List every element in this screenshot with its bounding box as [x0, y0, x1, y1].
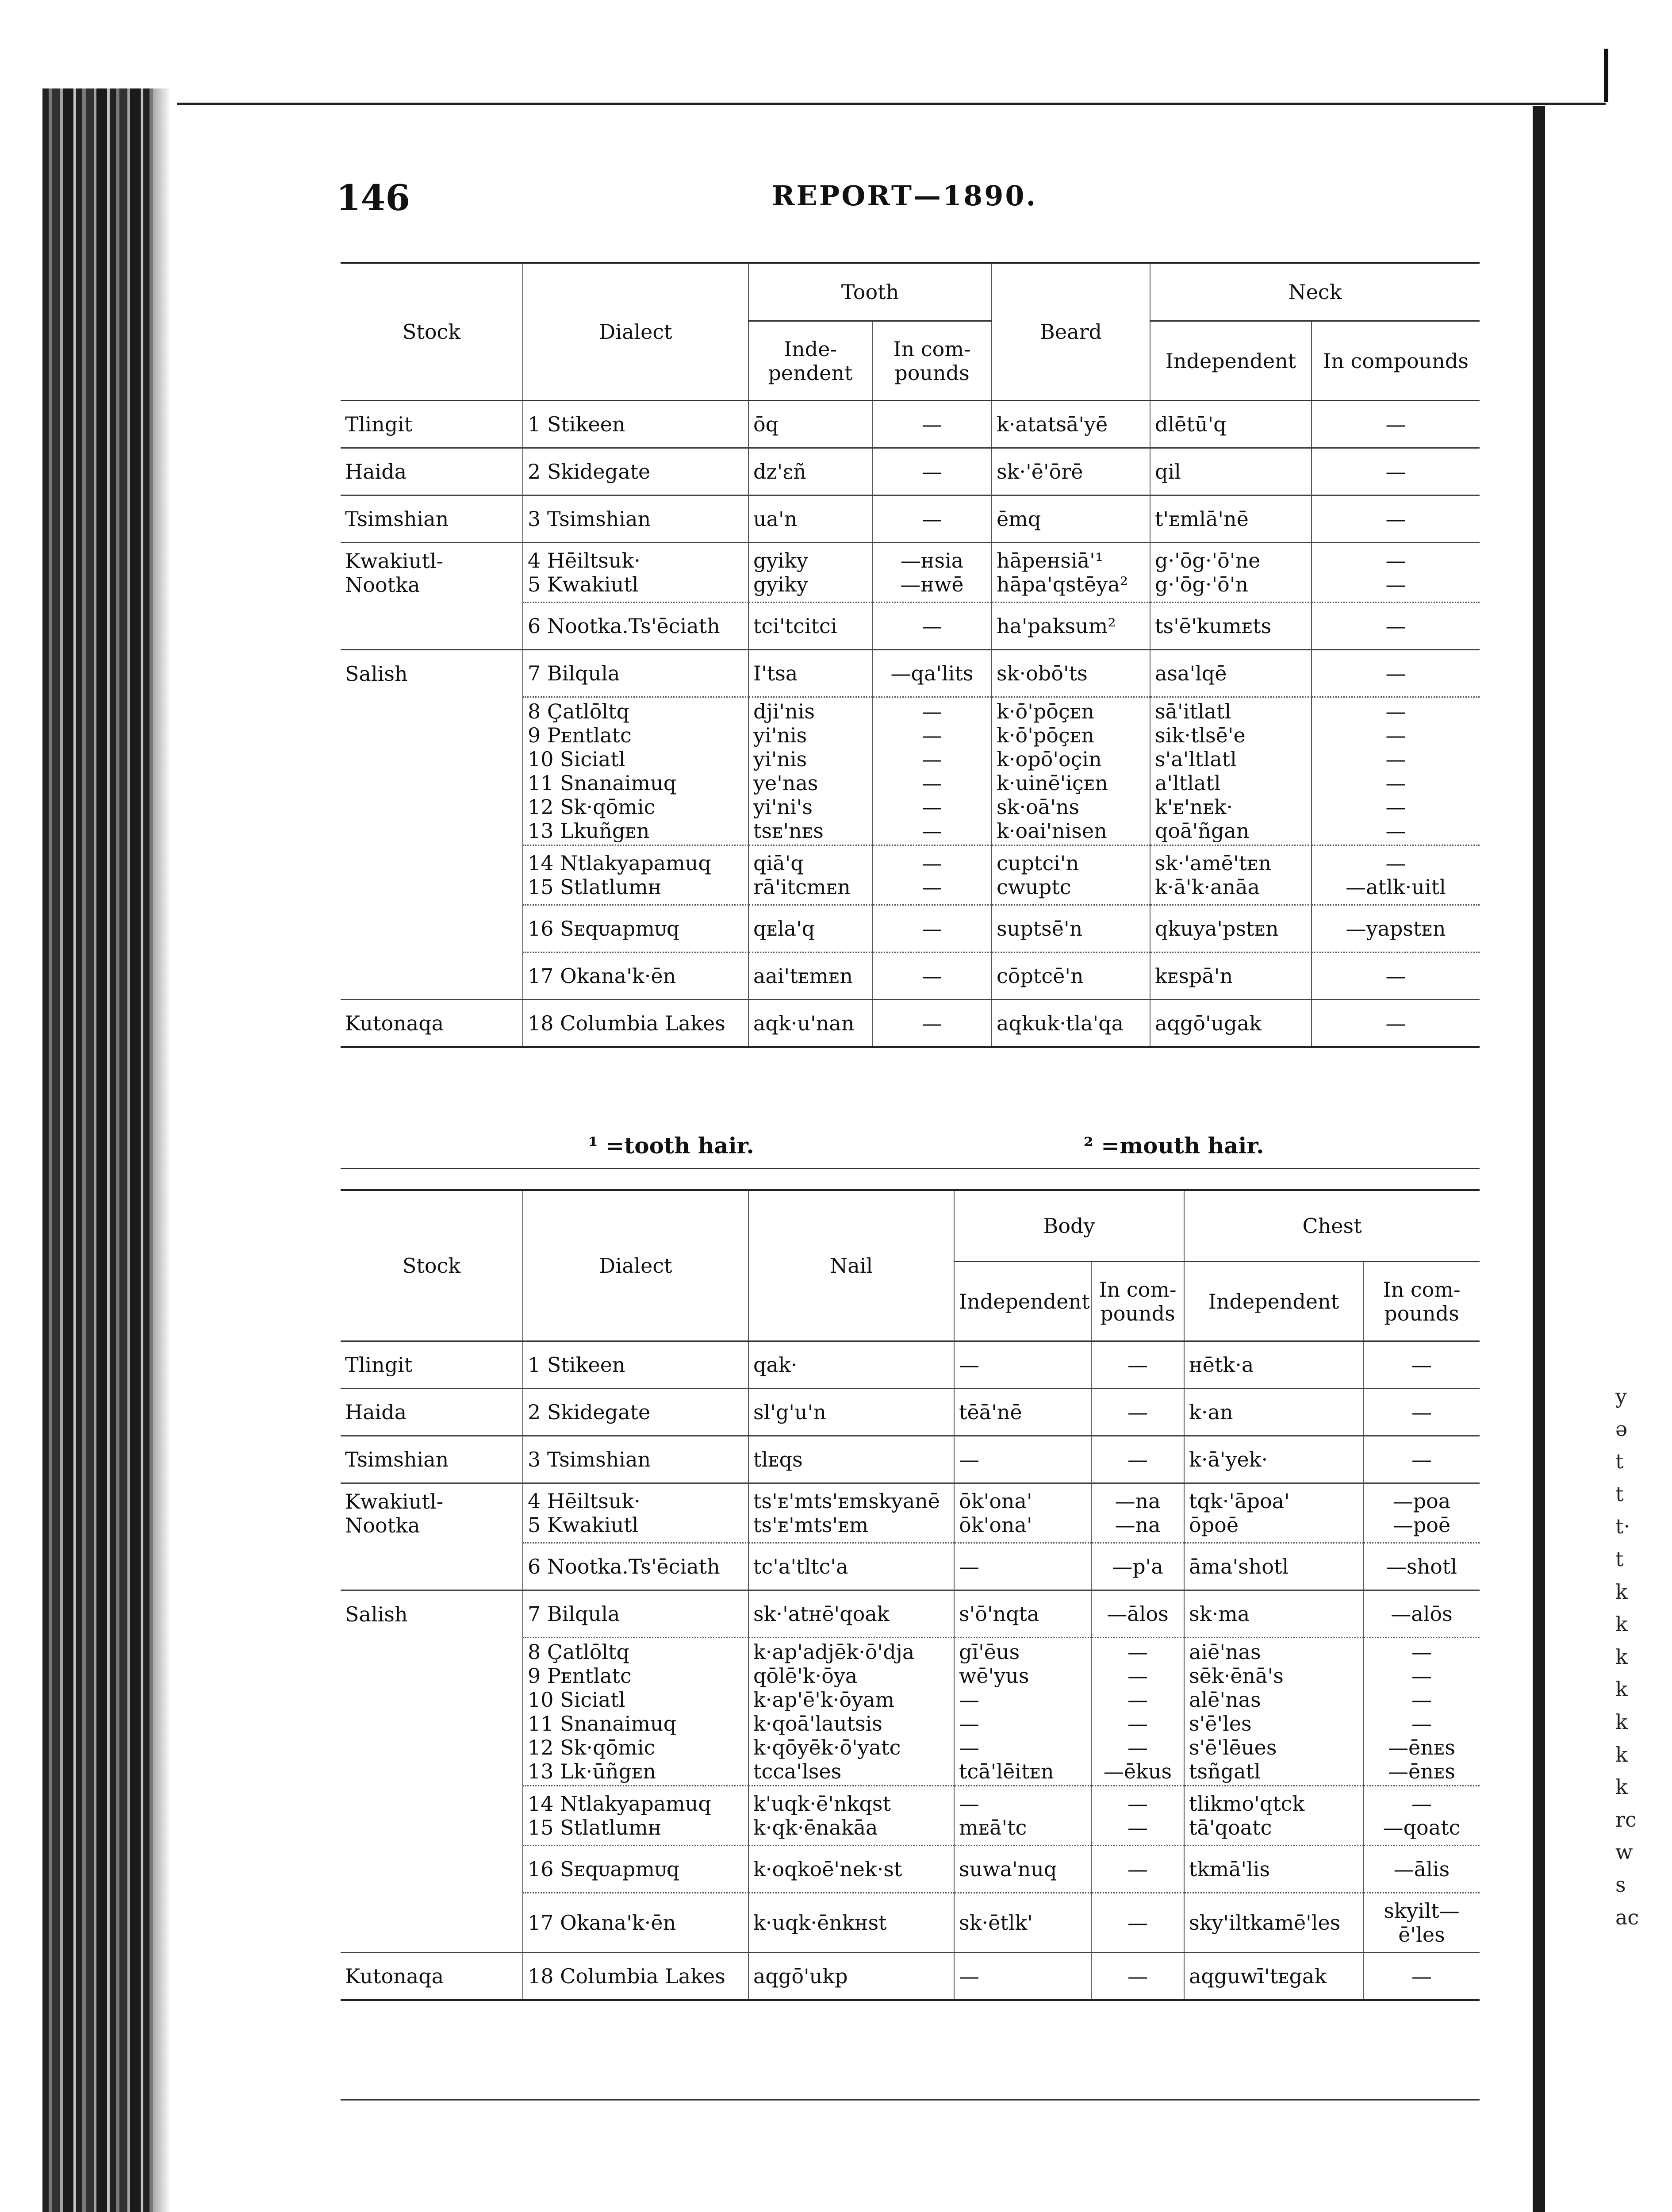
tooth-independent-cell: ua'n: [748, 495, 872, 543]
nail-cell: sk·'atʜē'qoak: [748, 1590, 954, 1638]
body-independent-cell: s'ō'nqta: [954, 1590, 1091, 1638]
edge-fragment: t: [1615, 1482, 1624, 1506]
body-independent-cell: —: [954, 1543, 1091, 1590]
tooth-compounds-cell: —: [872, 495, 992, 543]
neck-independent-cell: sā'itlatl sik·tlsē'e s'a'ltlatl a'ltlatl k'ᴇ'nᴇk· qoā'ñgan: [1150, 697, 1312, 845]
stock-cell: [341, 1786, 523, 1846]
chest-compounds-cell: —shotl: [1363, 1543, 1480, 1590]
table-row: [341, 1436, 1480, 1483]
beard-cell: cōptcē'n: [992, 952, 1150, 1000]
tooth-compounds-cell: —qa'lits: [872, 650, 992, 697]
nail-cell: tc'a'tltc'a: [748, 1543, 954, 1590]
tooth-compounds-cell: — —: [872, 845, 992, 905]
beard-cell: k·ō'pōçᴇn k·ō'pōçᴇn k·opō'oçin k·uinē'içᴇn sk·oā'ns k·oai'nisen: [992, 697, 1150, 845]
stock-cell: [341, 1846, 523, 1893]
dialect-cell: 6 Nootka.Ts'ēciath: [523, 1543, 748, 1590]
body-compounds-cell: —: [1091, 1389, 1184, 1436]
table-row: [341, 495, 1480, 543]
neck-independent-cell: dlētū'q: [1150, 401, 1312, 448]
dialect-cell: 4 Hēiltsuk· 5 Kwakiutl: [523, 1483, 748, 1543]
header-stock: Stock: [341, 263, 523, 401]
neck-compounds-cell: —yapstᴇn: [1312, 905, 1480, 952]
stock-cell: Tlingit: [341, 401, 523, 448]
edge-fragment: ə: [1615, 1417, 1628, 1441]
edge-fragment: k: [1615, 1644, 1628, 1669]
dialect-cell: 4 Hēiltsuk· 5 Kwakiutl: [523, 543, 748, 603]
body-compounds-cell: —: [1091, 1436, 1184, 1483]
dialect-cell: 2 Skidegate: [523, 448, 748, 495]
dialect-cell: 3 Tsimshian: [523, 495, 748, 543]
neck-compounds-cell: —: [1312, 952, 1480, 1000]
beard-cell: k·atatsā'yē: [992, 401, 1150, 448]
beard-cell: suptsē'n: [992, 905, 1150, 952]
nail-cell: sl'g'u'n: [748, 1389, 954, 1436]
chest-compounds-cell: —: [1363, 1953, 1480, 2001]
neck-compounds-cell: — —atlk·uitl: [1312, 845, 1480, 905]
table-row: [341, 952, 1480, 1000]
neck-independent-cell: qil: [1150, 448, 1312, 495]
nail-cell: k'uqk·ē'nkqst k·qk·ēnakāa: [748, 1786, 954, 1846]
beard-cell: ha'paksum²: [992, 603, 1150, 650]
dialect-cell: 8 Çatlōltq 9 Pᴇntlatc 10 Siciatl 11 Snanaimuq 12 Sk·qōmic 13 Lkuñgᴇn: [523, 697, 748, 845]
dialect-cell: 16 Sᴇqᴜapmᴜq: [523, 1846, 748, 1893]
table-row: [341, 1590, 1480, 1638]
dialect-cell: 6 Nootka.Ts'ēciath: [523, 603, 748, 650]
table-row: [341, 650, 1480, 697]
stock-cell: Kutonaqa: [341, 1000, 523, 1048]
chest-compounds-cell: —alōs: [1363, 1590, 1480, 1638]
neck-independent-cell: asa'lqē: [1150, 650, 1312, 697]
chest-independent-cell: k·an: [1184, 1389, 1363, 1436]
header-tooth-independent: Inde- pendent: [748, 321, 872, 401]
table-row: [341, 905, 1480, 952]
tooth-independent-cell: gyiky gyiky: [748, 543, 872, 603]
chest-compounds-cell: — — — — —ēnᴇs —ēnᴇs: [1363, 1638, 1480, 1786]
scan-binding-shadow: [42, 88, 153, 2212]
corner-mark: [1604, 49, 1608, 102]
edge-fragment: k: [1615, 1709, 1628, 1734]
tooth-independent-cell: qᴇla'q: [748, 905, 872, 952]
tooth-compounds-cell: —: [872, 952, 992, 1000]
body-compounds-cell: — — — — — —ēkus: [1091, 1638, 1184, 1786]
chest-independent-cell: tqk·'āpoa' ōpoē: [1184, 1483, 1363, 1543]
tooth-independent-cell: aqk·u'nan: [748, 1000, 872, 1048]
dialect-cell: 14 Ntlakyapamuq 15 Stlatlumʜ: [523, 845, 748, 905]
header-body-compounds: In com- pounds: [1091, 1262, 1184, 1341]
footnote-1: ¹ =tooth hair.: [588, 1133, 754, 1159]
table-row: [341, 1638, 1480, 1786]
nail-cell: ts'ᴇ'mts'ᴇmskyanē ts'ᴇ'mts'ᴇm: [748, 1483, 954, 1543]
scan-gutter-shadow: [1533, 106, 1545, 2212]
nail-cell: aqgō'ukp: [748, 1953, 954, 2001]
stock-cell: [341, 845, 523, 905]
header-nail: Nail: [748, 1190, 954, 1341]
table-row: [341, 1953, 1480, 2001]
tooth-compounds-cell: — — — — — —: [872, 697, 992, 845]
header-neck-compounds: In compounds: [1312, 321, 1480, 401]
header-beard: Beard: [992, 263, 1150, 401]
stock-cell: Kwakiutl- Nootka: [341, 543, 523, 603]
beard-cell: aqkuk·tla'qa: [992, 1000, 1150, 1048]
tooth-independent-cell: ōq: [748, 401, 872, 448]
running-head: REPORT—1890.: [772, 180, 1038, 212]
scan-binding-fade: [153, 88, 171, 2212]
table-row: [341, 543, 1480, 603]
dialect-cell: 1 Stikeen: [523, 1341, 748, 1389]
nail-cell: k·oqkoē'nek·st: [748, 1846, 954, 1893]
tooth-independent-cell: aai'tᴇmᴇn: [748, 952, 872, 1000]
body-compounds-cell: — —: [1091, 1786, 1184, 1846]
chest-compounds-cell: —: [1363, 1389, 1480, 1436]
nail-cell: k·uqk·ēnkʜst: [748, 1893, 954, 1953]
stock-cell: Tsimshian: [341, 495, 523, 543]
body-independent-cell: ōk'ona' ōk'ona': [954, 1483, 1091, 1543]
edge-fragment: t: [1615, 1547, 1624, 1571]
header-neck: Neck: [1150, 263, 1480, 321]
edge-fragment: w: [1615, 1840, 1633, 1864]
edge-fragment: t·: [1615, 1514, 1630, 1539]
beard-cell: sk·obō'ts: [992, 650, 1150, 697]
body-compounds-cell: —: [1091, 1341, 1184, 1389]
tooth-independent-cell: qiā'q rā'itcmᴇn: [748, 845, 872, 905]
body-compounds-cell: —ālos: [1091, 1590, 1184, 1638]
tooth-independent-cell: dji'nis yi'nis yi'nis ye'nas yi'ni's tsᴇ'nᴇs: [748, 697, 872, 845]
table-row: [341, 1000, 1480, 1048]
chest-independent-cell: k·ā'yek·: [1184, 1436, 1363, 1483]
chest-independent-cell: tkmā'lis: [1184, 1846, 1363, 1893]
tooth-compounds-cell: —: [872, 905, 992, 952]
dialect-cell: 18 Columbia Lakes: [523, 1000, 748, 1048]
chest-compounds-cell: — —qoatc: [1363, 1786, 1480, 1846]
neck-independent-cell: qkuya'pstᴇn: [1150, 905, 1312, 952]
chest-independent-cell: tlikmo'qtck tā'qoatc: [1184, 1786, 1363, 1846]
header-chest-compounds: In com- pounds: [1363, 1262, 1480, 1341]
header-chest: Chest: [1184, 1190, 1480, 1262]
edge-fragment: ac: [1615, 1905, 1639, 1929]
chest-independent-cell: āma'shotl: [1184, 1543, 1363, 1590]
dialect-cell: 18 Columbia Lakes: [523, 1953, 748, 2001]
neck-compounds-cell: — —: [1312, 543, 1480, 603]
header-body: Body: [954, 1190, 1184, 1262]
stock-cell: Haida: [341, 1389, 523, 1436]
body-independent-cell: tēā'nē: [954, 1389, 1091, 1436]
neck-independent-cell: g·'ōg·'ō'ne g·'ōg·'ō'n: [1150, 543, 1312, 603]
body-independent-cell: sk·ētlk': [954, 1893, 1091, 1953]
chest-compounds-cell: —: [1363, 1436, 1480, 1483]
tooth-compounds-cell: —: [872, 401, 992, 448]
body-compounds-cell: —: [1091, 1846, 1184, 1893]
header-dialect: Dialect: [523, 263, 748, 401]
table-row: [341, 697, 1480, 845]
table-row: [341, 1543, 1480, 1590]
header-neck-independent: Independent: [1150, 321, 1312, 401]
tooth-independent-cell: dz'ɛñ: [748, 448, 872, 495]
header-body-independent: Independent: [954, 1262, 1091, 1341]
nail-cell: k·ap'adjēk·ō'dja qōlē'k·ōya k·ap'ē'k·ōyam k·qoā'lautsis k·qōyēk·ō'yatc tcca'lses: [748, 1638, 954, 1786]
beard-cell: sk·'ē'ōrē: [992, 448, 1150, 495]
dialect-cell: 14 Ntlakyapamuq 15 Stlatlumʜ: [523, 1786, 748, 1846]
edge-fragment: k: [1615, 1775, 1628, 1799]
stock-cell: Kwakiutl- Nootka: [341, 1483, 523, 1543]
neck-compounds-cell: —: [1312, 650, 1480, 697]
nail-cell: tlᴇqs: [748, 1436, 954, 1483]
chest-compounds-cell: —ālis: [1363, 1846, 1480, 1893]
stock-cell: [341, 905, 523, 952]
tooth-compounds-cell: —: [872, 603, 992, 650]
edge-fragment: s: [1615, 1872, 1626, 1897]
body-compounds-cell: —: [1091, 1953, 1184, 2001]
dialect-cell: 7 Bilqula: [523, 650, 748, 697]
beard-cell: cuptci'n cwuptc: [992, 845, 1150, 905]
chest-independent-cell: sk·ma: [1184, 1590, 1363, 1638]
table-row: [341, 1786, 1480, 1846]
stock-cell: [341, 952, 523, 1000]
chest-independent-cell: sky'iltkamē'les: [1184, 1893, 1363, 1953]
neck-compounds-cell: —: [1312, 401, 1480, 448]
chest-independent-cell: aqguwī'tᴇgak: [1184, 1953, 1363, 2001]
header-chest-independent: Independent: [1184, 1262, 1363, 1341]
table-row: [341, 1846, 1480, 1893]
tooth-compounds-cell: —: [872, 1000, 992, 1048]
footnote-2: ² =mouth hair.: [1084, 1133, 1264, 1159]
adjacent-page-fragments: [1615, 1380, 1642, 1934]
edge-fragment: rc: [1615, 1807, 1637, 1832]
body-compounds-cell: —: [1091, 1893, 1184, 1953]
chest-independent-cell: aiē'nas sēk·ēnā's alē'nas s'ē'les s'ē'lēues tsñgatl: [1184, 1638, 1363, 1786]
edge-fragment: k: [1615, 1677, 1628, 1701]
stock-cell: [341, 1638, 523, 1786]
body-independent-cell: gī'ēus wē'yus — — — tcā'lēitᴇn: [954, 1638, 1091, 1786]
neck-independent-cell: sk·'amē'tᴇn k·ā'k·anāa: [1150, 845, 1312, 905]
neck-compounds-cell: —: [1312, 448, 1480, 495]
tooth-compounds-cell: —: [872, 448, 992, 495]
dialect-cell: 7 Bilqula: [523, 1590, 748, 1638]
page-bottom-rule: [341, 2099, 1480, 2101]
header-tooth-compounds: In com- pounds: [872, 321, 992, 401]
header-stock-2: Stock: [341, 1190, 523, 1341]
body-compounds-cell: —na —na: [1091, 1483, 1184, 1543]
stock-cell: Haida: [341, 448, 523, 495]
neck-independent-cell: aqgō'ugak: [1150, 1000, 1312, 1048]
edge-fragment: k: [1615, 1579, 1628, 1604]
table-row: [341, 603, 1480, 650]
body-independent-cell: —: [954, 1953, 1091, 2001]
dialect-cell: 17 Okana'k·ēn: [523, 952, 748, 1000]
stock-cell: Kutonaqa: [341, 1953, 523, 2001]
stock-cell: [341, 1893, 523, 1953]
edge-fragment: t: [1615, 1449, 1624, 1474]
dialect-cell: 17 Okana'k·ēn: [523, 1893, 748, 1953]
tooth-independent-cell: tci'tcitci: [748, 603, 872, 650]
neck-compounds-cell: —: [1312, 1000, 1480, 1048]
table-row: [341, 1893, 1480, 1953]
dialect-cell: 1 Stikeen: [523, 401, 748, 448]
dialect-cell: 8 Çatlōltq 9 Pᴇntlatc 10 Siciatl 11 Snanaimuq 12 Sk·qōmic 13 Lk·ūñgᴇn: [523, 1638, 748, 1786]
stock-cell: Salish: [341, 650, 523, 697]
stock-cell: [341, 603, 523, 650]
tooth-independent-cell: I'tsa: [748, 650, 872, 697]
edge-fragment: y: [1615, 1384, 1627, 1408]
chest-compounds-cell: —: [1363, 1341, 1480, 1389]
neck-compounds-cell: —: [1312, 603, 1480, 650]
body-compounds-cell: —p'a: [1091, 1543, 1184, 1590]
table2-body: [341, 1341, 1480, 2001]
page-number: 146: [336, 177, 410, 219]
table-row: [341, 401, 1480, 448]
stock-cell: Tsimshian: [341, 1436, 523, 1483]
body-independent-cell: —: [954, 1436, 1091, 1483]
neck-compounds-cell: —: [1312, 495, 1480, 543]
body-independent-cell: —: [954, 1341, 1091, 1389]
dialect-cell: 3 Tsimshian: [523, 1436, 748, 1483]
vocabulary-table-tooth-beard-neck: [341, 262, 1480, 1048]
header-dialect-2: Dialect: [523, 1190, 748, 1341]
neck-compounds-cell: — — — — — —: [1312, 697, 1480, 845]
tooth-compounds-cell: —ʜsia —ʜwē: [872, 543, 992, 603]
table-row: [341, 1483, 1480, 1543]
stock-cell: [341, 697, 523, 845]
beard-cell: hāpeʜsiā'¹ hāpa'qstēya²: [992, 543, 1150, 603]
table-row: [341, 1341, 1480, 1389]
neck-independent-cell: kᴇspā'n: [1150, 952, 1312, 1000]
page-top-rule: [177, 103, 1606, 105]
body-independent-cell: — mᴇā'tc: [954, 1786, 1091, 1846]
stock-cell: Tlingit: [341, 1341, 523, 1389]
beard-cell: ēmq: [992, 495, 1150, 543]
table-row: [341, 845, 1480, 905]
table-row: [341, 1389, 1480, 1436]
stock-cell: Salish: [341, 1590, 523, 1638]
footnotes: [341, 1133, 1480, 1169]
chest-independent-cell: ʜētk·a: [1184, 1341, 1363, 1389]
stock-cell: [341, 1543, 523, 1590]
neck-independent-cell: ts'ē'kumᴇts: [1150, 603, 1312, 650]
header-tooth: Tooth: [748, 263, 992, 321]
body-independent-cell: suwa'nuq: [954, 1846, 1091, 1893]
table1-body: [341, 401, 1480, 1048]
page-header: [336, 177, 1513, 226]
chest-compounds-cell: —poa —poē: [1363, 1483, 1480, 1543]
edge-fragment: k: [1615, 1742, 1628, 1767]
neck-independent-cell: t'ᴇmlā'nē: [1150, 495, 1312, 543]
dialect-cell: 2 Skidegate: [523, 1389, 748, 1436]
dialect-cell: 16 Sᴇqᴜapmᴜq: [523, 905, 748, 952]
edge-fragment: k: [1615, 1612, 1628, 1636]
chest-compounds-cell: skyilt— ē'les: [1363, 1893, 1480, 1953]
nail-cell: qak·: [748, 1341, 954, 1389]
vocabulary-table-nail-body-chest: [341, 1189, 1480, 2001]
table-row: [341, 448, 1480, 495]
